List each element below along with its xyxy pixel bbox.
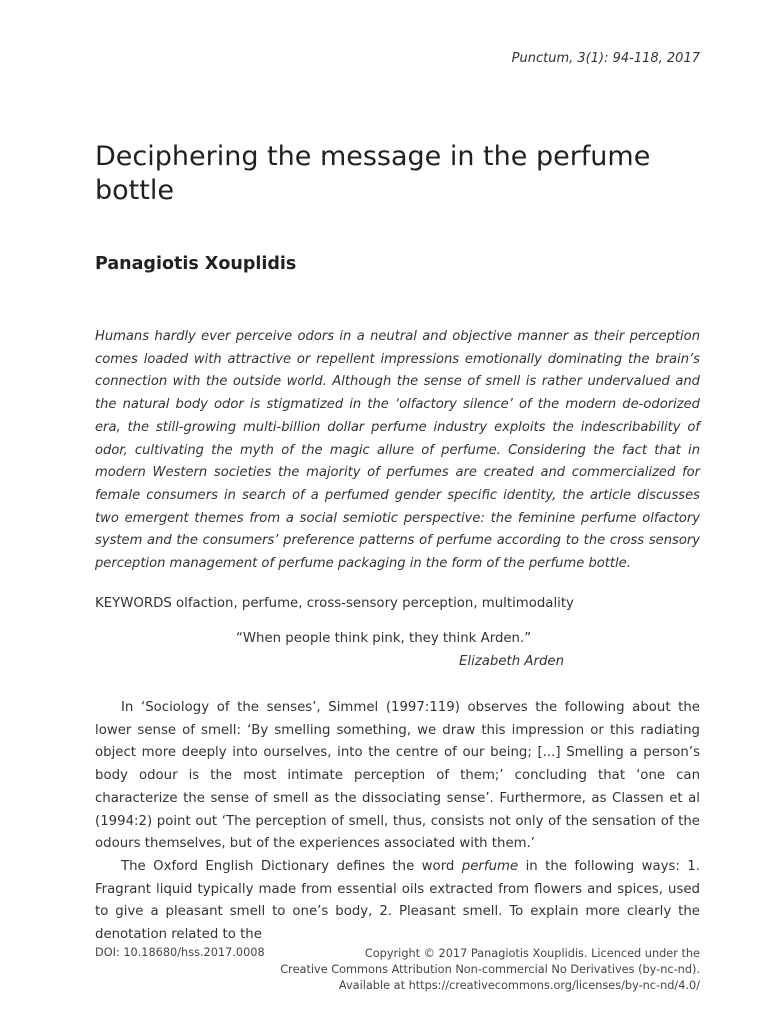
body-paragraph: In ‘Sociology of the senses’, Simmel (1997:119) observes the following about the lower sense of smell: ‘By smelling something, we draw this impression or this radiating object more deeply into ourselves, into the centre of our being; [...] Smelling a person’s body odour is the most intimate perception of them;’ concluding that ‘one can characterize the sense of smell as the dissociating sense’. Furthermore, as Classen et al (1994:2) point out ‘The perception of smell, thus, consists not only of the sensation of the odours themselves, but of the experiences associated with them.’ <box>95 700 700 852</box>
keywords-line <box>95 596 574 611</box>
body-text <box>95 697 700 947</box>
copyright-line: Creative Commons Attribution Non-commercial No Derivatives (by-nc-nd). <box>280 962 700 976</box>
keywords-label: KEYWORDS <box>95 596 172 611</box>
doi: DOI: 10.18680/hss.2017.0008 <box>95 946 265 959</box>
article-title: Deciphering the message in the perfume bottle <box>95 141 651 206</box>
copyright-line: Available at https://creativecommons.org/licenses/by-nc-nd/4.0/ <box>338 978 700 992</box>
epigraph-quote: “When people think pink, they think Arden.” <box>236 631 532 646</box>
article-author: Panagiotis Xouplidis <box>95 254 297 274</box>
paragraph-text: in the following ways: 1. Fragrant liquid typically made from essential oils extracted from flowers and spices, used to give a pleasant smell to one’s body, 2. Pleasant smell. To explain more clearly the denotation related to the <box>95 858 700 943</box>
body-paragraph <box>95 856 700 947</box>
epigraph-author: Elizabeth Arden <box>459 654 565 669</box>
abstract: Humans hardly ever perceive odors in a neutral and objective manner as their perception comes loaded with attractive or repellent impressions emotionally dominating the brain’s connection with the outside world. Although the sense of smell is rather undervalued and the natural body odor is stigmatized in the ‘olfactory silence’ of the modern de-odorized era, the still-growing multi-billion dollar perfume industry exploits the indescribability of odor, cultivating the myth of the magic allure of perfume. Considering the fact that in modern Western societies the majority of perfumes are created and commercialized for female consumers in search of a perfumed gender specific identity, the article discusses two emergent themes from a social semiotic perspective: the feminine perfume olfactory system and the consumers’ preference patterns of perfume according to the cross sensory perception management of perfume packaging in the form of the perfume bottle. <box>95 329 700 572</box>
journal-reference: Punctum, 3(1): 94-118, 2017 <box>511 51 700 66</box>
keywords-list: olfaction, perfume, cross-sensory perception, multimodality <box>176 596 574 611</box>
emphasized-term: perfume <box>461 858 519 874</box>
copyright-line: Copyright © 2017 Panagiotis Xouplidis. Licenced under the <box>364 947 700 960</box>
copyright-notice <box>240 946 700 993</box>
paragraph-text: The Oxford English Dictionary defines the word <box>121 858 462 874</box>
